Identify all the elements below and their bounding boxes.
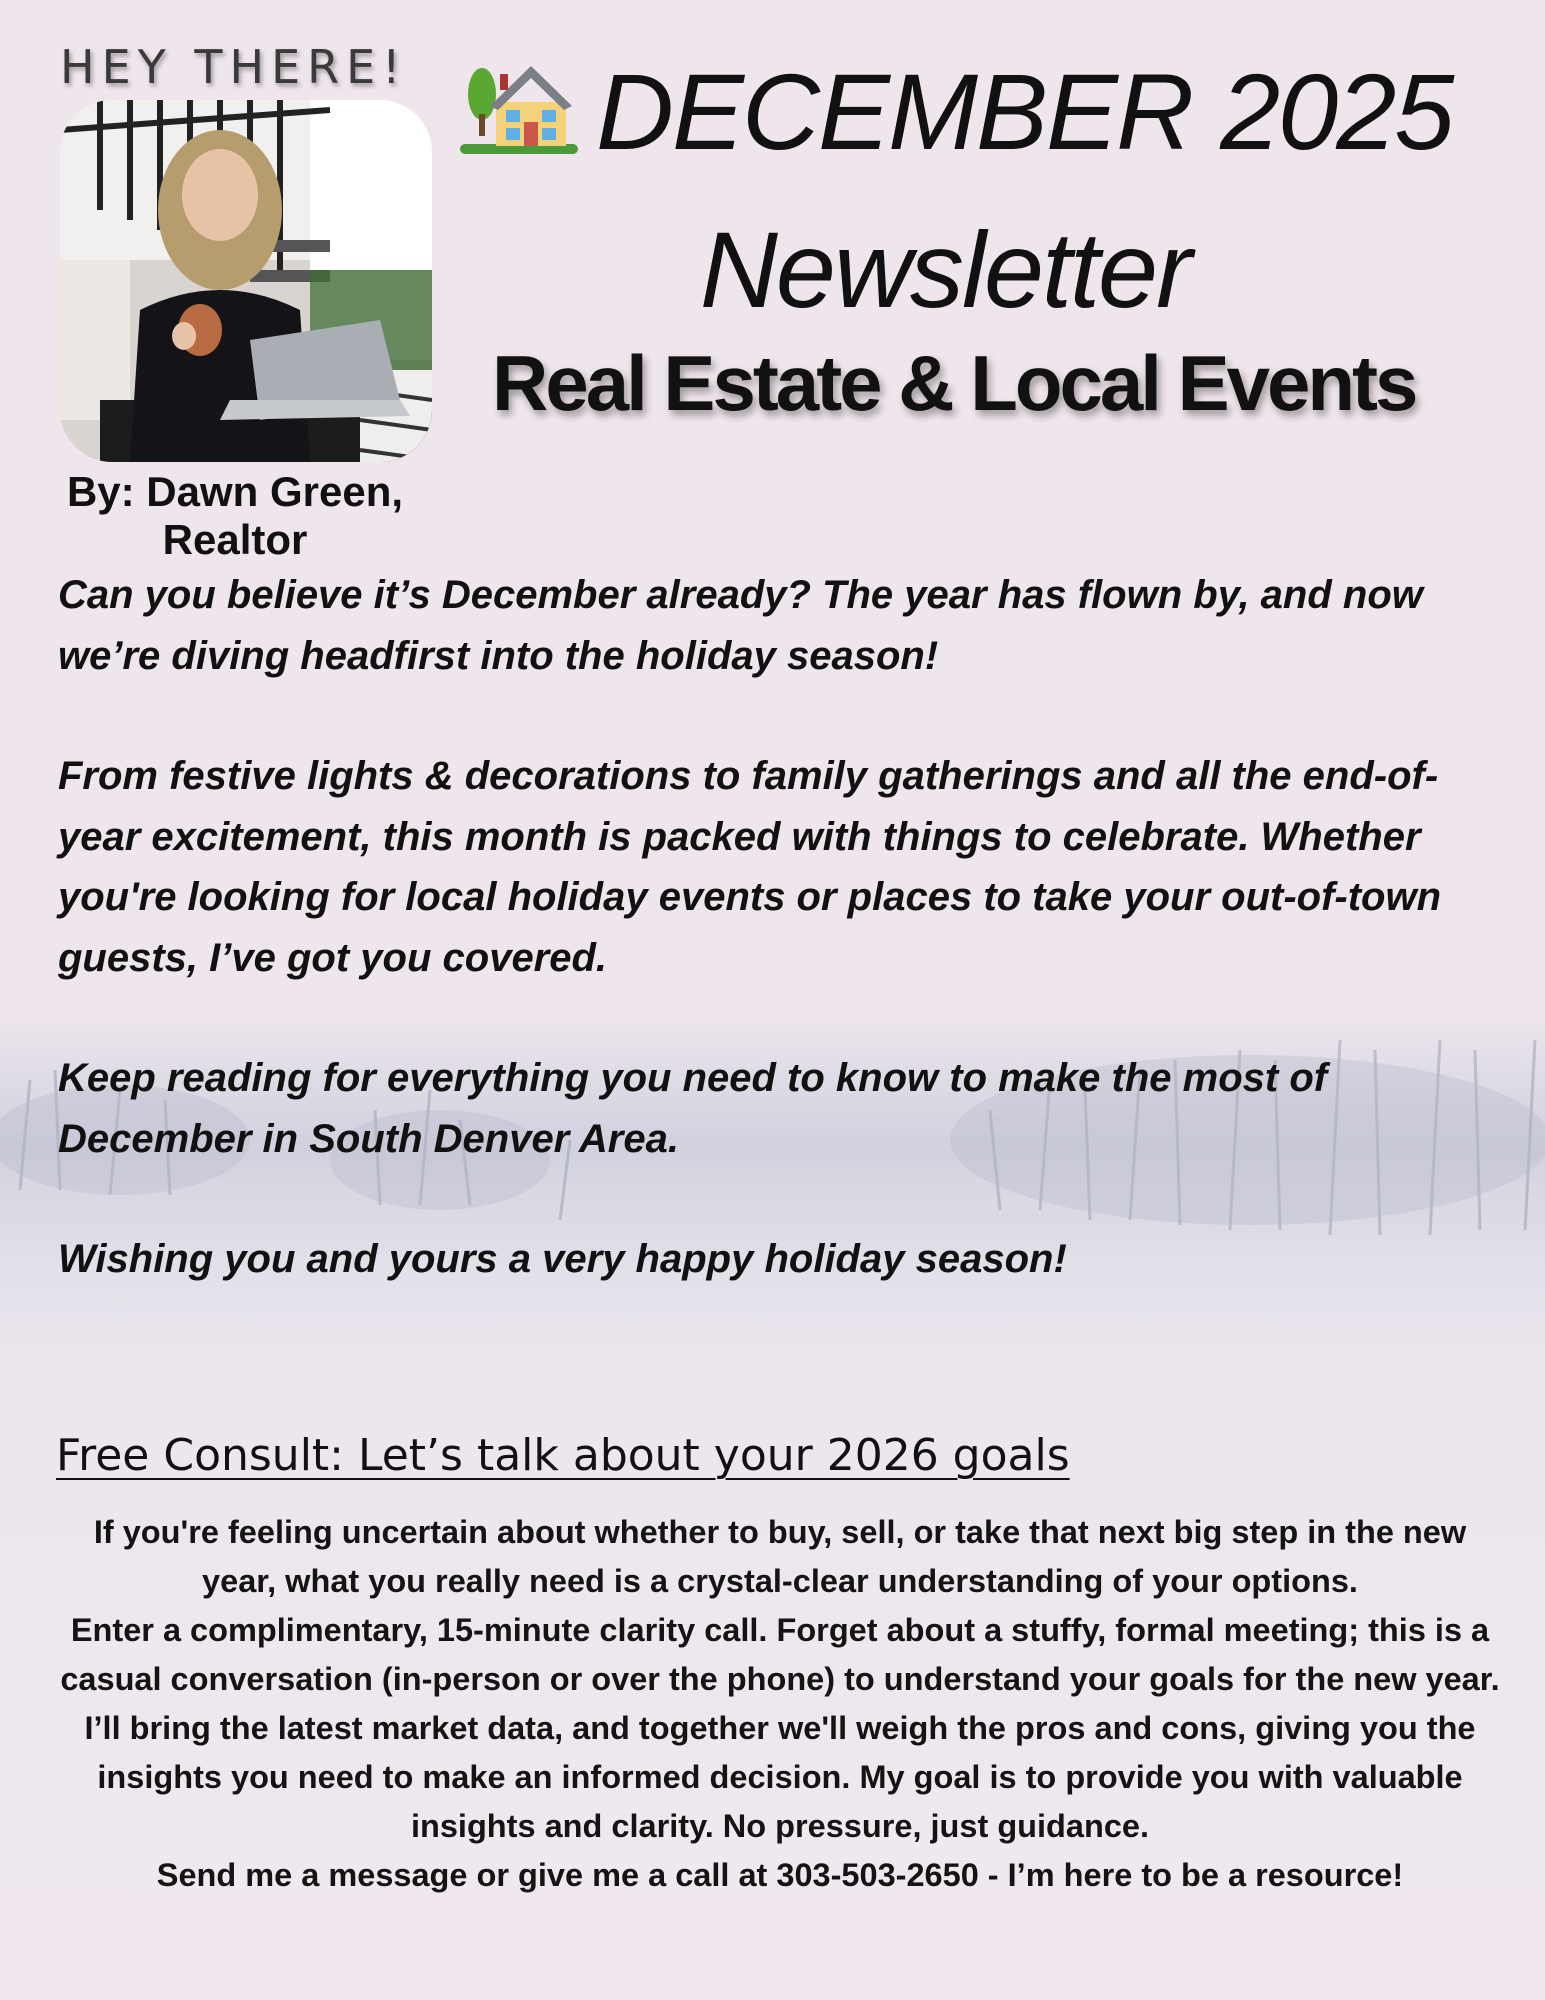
greeting-text: HEY THERE! (60, 40, 408, 94)
consult-paragraph: Enter a complimentary, 15-minute clarity call. Forget about a stuffy, formal meeting; this is a casual conversation (in-person or over the phone) to understand your goals for the new year. (60, 1612, 1500, 1697)
newsletter-title: DECEMBER 2025 (596, 51, 1453, 172)
consult-paragraph: If you're feeling uncertain about whether to buy, sell, or take that next big step in the new year, what you really need is a crystal-clear understanding of your options. (93, 1514, 1467, 1599)
consult-section (60, 1508, 1500, 1900)
byline-name: By: Dawn Green, (66, 468, 404, 515)
byline-title: Realtor (162, 516, 308, 563)
newsletter-title-2: Newsletter (699, 209, 1191, 330)
intro-paragraph: From festive lights & decorations to family gatherings and all the end-of-year excitement, this month is packed with things to celebrate. Whether you're looking for local holiday events or places to take your out-of-town guests, I’ve got you covered. (58, 754, 1442, 980)
intro-section (58, 565, 1498, 1350)
newsletter-subtitle: Real Estate & Local Events (492, 339, 1416, 427)
consult-paragraph: I’ll bring the latest market data, and together we'll weigh the pros and cons, giving you the insights you need to make an informed decision. My goal is to provide you with valuable insights and clarity. No pressure, just guidance. (84, 1710, 1476, 1844)
intro-paragraph: Can you believe it’s December already? The year has flown by, and now we’re diving headfirst into the holiday season! (58, 573, 1423, 678)
intro-paragraph: Keep reading for everything you need to know to make the most of December in South Denver Area. (58, 1056, 1328, 1161)
intro-paragraph: Wishing you and yours a very happy holiday season! (58, 1237, 1067, 1281)
house-with-tree-icon (460, 52, 578, 160)
consult-paragraph: Send me a message or give me a call at 303-503-2650 - I’m here to be a resource! (156, 1857, 1404, 1893)
byline (40, 468, 430, 564)
consult-heading: Free Consult: Let’s talk about your 2026 goals (56, 1430, 1070, 1481)
